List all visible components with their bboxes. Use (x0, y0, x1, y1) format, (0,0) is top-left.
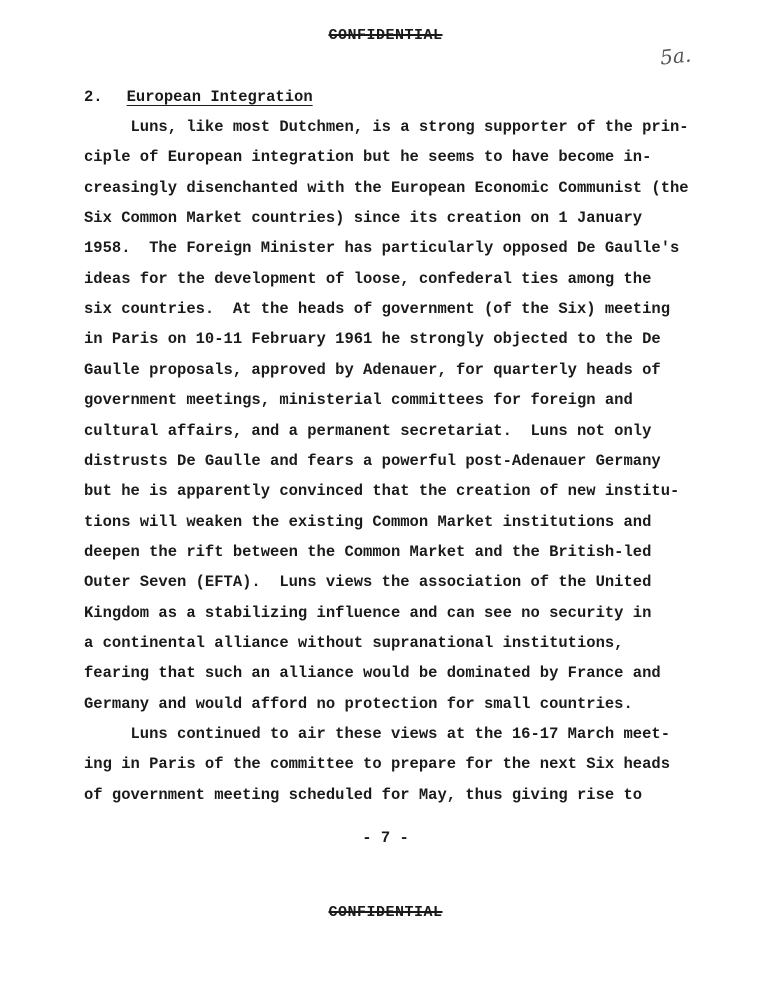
body-line: creasingly disenchanted with the European Economic Communist (the (84, 178, 689, 197)
body-line: Luns, like most Dutchmen, is a strong supporter of the prin- (84, 118, 689, 136)
body-line: 1958. The Foreign Minister has particularly opposed De Gaulle's (84, 239, 680, 258)
body-line: deepen the rift between the Common Market and the British-led (84, 542, 652, 561)
body-line: Six Common Market countries) since its creation on 1 January (84, 209, 643, 228)
handwritten-page-note: 5a. (658, 42, 693, 70)
classification-footer-text: CONFIDENTIAL (328, 904, 443, 921)
body-line: cultural affairs, and a permanent secretariat. Luns not only (84, 421, 652, 440)
section-title: European Integration (126, 88, 313, 106)
body-line: ing in Paris of the committee to prepare for the next Six heads (84, 755, 670, 774)
section-number: 2. (84, 88, 103, 106)
body-line: of government meeting scheduled for May, thus giving rise to (84, 785, 643, 804)
body-line: ciple of European integration but he seems to have become in- (84, 148, 652, 167)
classification-header-text: CONFIDENTIAL (328, 27, 443, 44)
body-line: but he is apparently convinced that the creation of new institu- (84, 482, 680, 501)
body-line: Outer Seven (EFTA). Luns views the association of the United (84, 573, 652, 592)
body-line: a continental alliance without supranational institutions, (84, 633, 624, 652)
section-heading (84, 88, 313, 106)
body-line: Gaulle proposals, approved by Adenauer, for quarterly heads of (84, 360, 661, 379)
body-line: distrusts De Gaulle and fears a powerful post-Adenauer Germany (84, 451, 661, 470)
body-line: Kingdom as a stabilizing influence and can see no security in (84, 603, 652, 622)
page-number: - 7 - (362, 829, 409, 847)
body-line: ideas for the development of loose, confederal ties among the (84, 269, 652, 288)
body-line: Germany and would afford no protection for small countries. (84, 694, 633, 713)
body-line: Luns continued to air these views at the 16-17 March meet- (84, 725, 670, 743)
body-line: tions will weaken the existing Common Market institutions and (84, 512, 652, 531)
body-line: in Paris on 10-11 February 1961 he strongly objected to the De (84, 330, 661, 349)
body-line: fearing that such an alliance would be dominated by France and (84, 664, 661, 683)
body-line: government meetings, ministerial committees for foreign and (84, 391, 633, 410)
classification-footer (0, 904, 771, 921)
classification-header (0, 27, 771, 44)
body-line: six countries. At the heads of government (of the Six) meeting (84, 300, 670, 319)
